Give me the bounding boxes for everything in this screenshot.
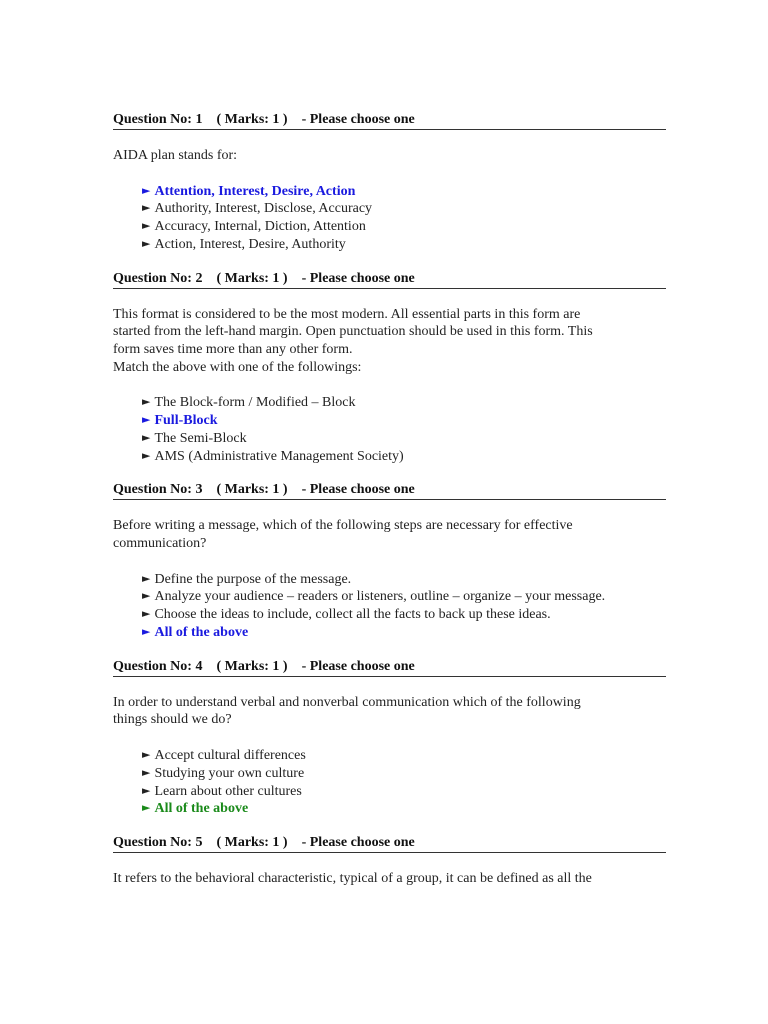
triangle-right-icon: ► — [142, 624, 151, 638]
answer-option[interactable] — [142, 448, 666, 466]
answer-options — [113, 747, 666, 818]
answer-option[interactable] — [142, 430, 666, 448]
question-stem-line: things should we do? — [113, 712, 232, 728]
answer-option-text: Full-Block — [154, 412, 218, 428]
answer-option[interactable] — [142, 783, 666, 801]
document-page — [113, 112, 666, 905]
question-list — [113, 112, 666, 888]
question-5 — [113, 835, 666, 888]
answer-option-text: All of the above — [154, 801, 249, 817]
question-stem-line: In order to understand verbal and nonverbal communication which of the following — [113, 694, 581, 710]
triangle-right-icon: ► — [142, 571, 151, 585]
answer-option-text: All of the above — [154, 624, 249, 640]
answer-option-text: Define the purpose of the message. — [154, 571, 352, 587]
answer-option[interactable] — [142, 765, 666, 783]
triangle-right-icon: ► — [142, 412, 151, 426]
answer-option[interactable] — [142, 218, 666, 236]
answer-option-text: The Block-form / Modified – Block — [154, 395, 356, 411]
question-stem-line: communication? — [113, 535, 207, 551]
answer-option[interactable] — [142, 606, 666, 624]
answer-options — [113, 394, 666, 465]
question-stem-line: started from the left-hand margin. Open punctuation should be used in this form. This — [113, 324, 593, 340]
question-stem-line: Before writing a message, which of the following steps are necessary for effective — [113, 518, 573, 534]
answer-option-text: Choose the ideas to include, collect all the facts to back up these ideas. — [154, 607, 551, 623]
triangle-right-icon: ► — [142, 236, 151, 250]
answer-option[interactable] — [142, 747, 666, 765]
triangle-right-icon: ► — [142, 783, 151, 797]
question-header: Question No: 3 ( Marks: 1 ) - Please choose one — [113, 482, 666, 500]
triangle-right-icon: ► — [142, 430, 151, 444]
answer-option-text: Accuracy, Internal, Diction, Attention — [154, 219, 366, 235]
answer-option[interactable] — [142, 200, 666, 218]
triangle-right-icon: ► — [142, 448, 151, 462]
question-stem — [113, 306, 666, 376]
answer-option-text: Studying your own culture — [154, 765, 305, 781]
answer-option[interactable] — [142, 571, 666, 589]
answer-option-text: The Semi-Block — [154, 430, 247, 446]
answer-option-selected[interactable] — [142, 183, 666, 201]
triangle-right-icon: ► — [142, 183, 151, 197]
answer-option-text: Authority, Interest, Disclose, Accuracy — [154, 201, 373, 217]
triangle-right-icon: ► — [142, 765, 151, 779]
answer-options — [113, 571, 666, 642]
answer-option-text: Action, Interest, Desire, Authority — [154, 236, 346, 252]
answer-option-selected[interactable] — [142, 624, 666, 642]
question-stem-line: This format is considered to be the most modern. All essential parts in this form are — [113, 306, 581, 322]
question-stem-line: Match the above with one of the followings: — [113, 359, 362, 375]
answer-option[interactable] — [142, 588, 666, 606]
question-2 — [113, 271, 666, 466]
question-stem-line: form saves time more than any other form. — [113, 341, 353, 357]
answer-option-text: Accept cultural differences — [154, 747, 306, 763]
question-3 — [113, 482, 666, 641]
question-header: Question No: 5 ( Marks: 1 ) - Please choose one — [113, 835, 666, 853]
answer-option-text: AMS (Administrative Management Society) — [154, 448, 404, 464]
triangle-right-icon: ► — [142, 395, 151, 409]
answer-option[interactable] — [142, 236, 666, 254]
question-stem — [113, 517, 666, 552]
question-header: Question No: 1 ( Marks: 1 ) - Please choose one — [113, 112, 666, 130]
question-header: Question No: 4 ( Marks: 1 ) - Please choose one — [113, 659, 666, 677]
question-4 — [113, 659, 666, 818]
answer-option-selected[interactable] — [142, 412, 666, 430]
answer-option-text: Attention, Interest, Desire, Action — [154, 183, 356, 199]
question-stem — [113, 694, 666, 729]
triangle-right-icon: ► — [142, 801, 151, 815]
triangle-right-icon: ► — [142, 589, 151, 603]
question-header: Question No: 2 ( Marks: 1 ) - Please choose one — [113, 271, 666, 289]
triangle-right-icon: ► — [142, 747, 151, 761]
answer-option[interactable] — [142, 394, 666, 412]
question-stem — [113, 870, 666, 888]
question-stem-line: AIDA plan stands for: — [113, 148, 238, 163]
answer-option-text: Learn about other cultures — [154, 783, 302, 799]
question-stem-line: It refers to the behavioral characteristic, typical of a group, it can be defined as all the — [113, 871, 592, 887]
triangle-right-icon: ► — [142, 607, 151, 621]
question-stem — [113, 147, 666, 165]
answer-option-selected[interactable] — [142, 800, 666, 818]
answer-option-text: Analyze your audience – readers or listeners, outline – organize – your message. — [154, 589, 606, 605]
triangle-right-icon: ► — [142, 201, 151, 215]
question-1 — [113, 112, 666, 254]
triangle-right-icon: ► — [142, 219, 151, 233]
answer-options — [113, 183, 666, 254]
